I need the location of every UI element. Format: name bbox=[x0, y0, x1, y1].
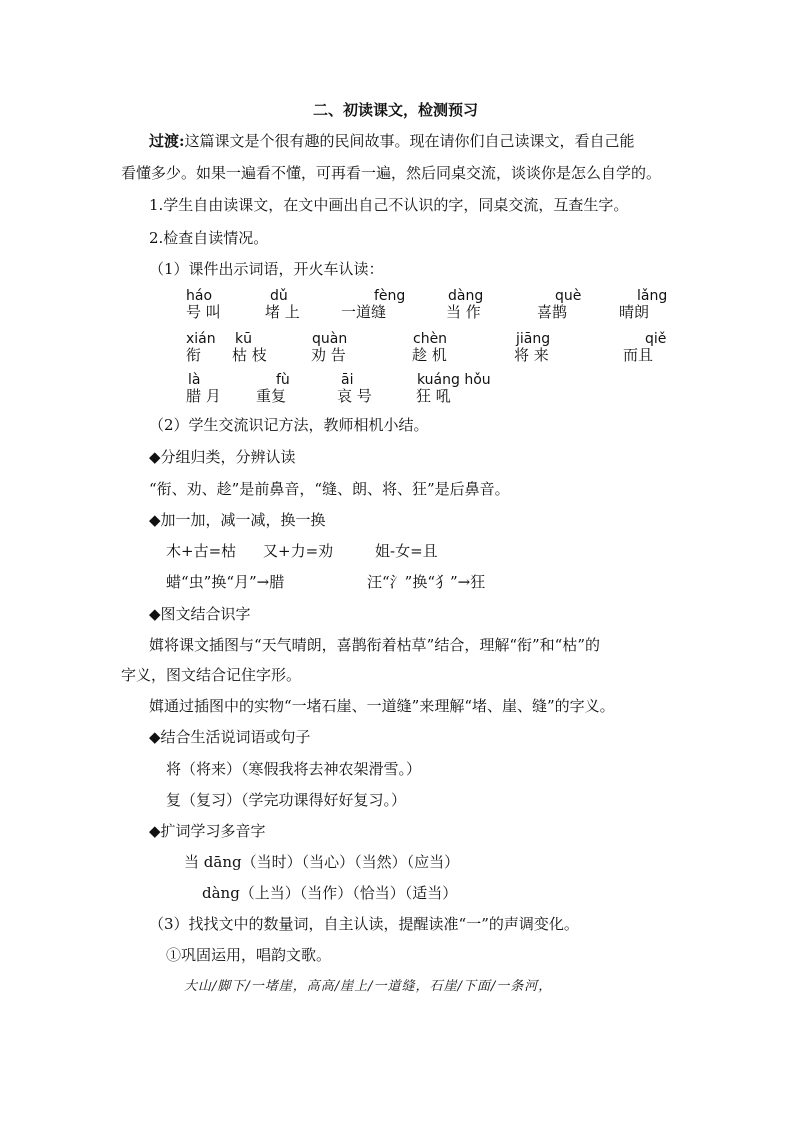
life-context-line-2: 复（复习）（学完功课得好好复习。） bbox=[166, 791, 407, 809]
sub-step-1: （1）课件出示词语，开火车认读： bbox=[149, 260, 384, 278]
pinyin: dàng bbox=[448, 288, 484, 304]
vocab-word: 晴朗 bbox=[619, 303, 650, 321]
formula: 蜡“虫”换“月”→腊 bbox=[166, 573, 285, 591]
bullet-polyphone: ◆扩词学习多音字 bbox=[149, 822, 266, 840]
step-2: 2.检查自读情况。 bbox=[149, 229, 269, 247]
vocab-word: 趁 机 bbox=[412, 346, 447, 364]
picture-text-line-3: 媶通过插图中的实物“一堵石崖、一道缝”来理解“堵、崖、缝”的字义。 bbox=[149, 697, 615, 715]
pinyin: là bbox=[188, 372, 201, 388]
transition-line-1 bbox=[149, 131, 635, 151]
pinyin: lǎng bbox=[637, 288, 668, 304]
pinyin: xián bbox=[186, 331, 216, 347]
pinyin: chèn bbox=[413, 331, 448, 347]
pinyin: kū bbox=[235, 331, 252, 347]
bullet-picture-text: ◆图文结合识字 bbox=[149, 605, 251, 623]
bullet-life-context: ◆结合生活说词语或句子 bbox=[149, 728, 311, 746]
pinyin: āi bbox=[341, 372, 354, 388]
formula: 汪“氵”换“犭”→狂 bbox=[367, 573, 486, 591]
vocab-word: 狂 吼 bbox=[416, 387, 451, 405]
bullet-add-subtract: ◆加一加，减一减，换一换 bbox=[149, 511, 326, 529]
step-1: 1.学生自由读课文，在文中画出自己不认识的字，同桌交流，互查生字。 bbox=[149, 196, 629, 214]
section-title: 二、初读课文，检测预习 bbox=[313, 101, 479, 119]
pinyin: fèng bbox=[374, 288, 406, 304]
formula: 木+古=枯 bbox=[166, 542, 237, 560]
polyphone-line-1: 当 dāng（当时）（当心）（当然）（应当） bbox=[184, 853, 460, 871]
vocab-word: 重复 bbox=[256, 387, 287, 405]
vocab-word: 将 来 bbox=[514, 346, 549, 364]
vocab-word: 枯 枝 bbox=[232, 346, 267, 364]
vocab-word: 号 叫 bbox=[186, 303, 221, 321]
transition-text-1: 这篇课文是个很有趣的民间故事。现在请你们自己读课文，看自己能 bbox=[184, 132, 635, 150]
transition-line-2: 看懂多少。如果一遍看不懂，可再看一遍，然后同桌交流，谈谈你是怎么自学的。 bbox=[121, 164, 662, 182]
picture-text-line-2: 字义，图文结合记住字形。 bbox=[121, 666, 302, 684]
vocab-word: 喜鹊 bbox=[537, 303, 568, 321]
vocab-word: 哀 号 bbox=[337, 387, 372, 405]
vocab-word: 衔 bbox=[186, 346, 202, 364]
pinyin: háo bbox=[186, 288, 213, 304]
pinyin: fù bbox=[276, 372, 290, 388]
pinyin: jiāng bbox=[516, 331, 551, 347]
sub-step-2: （2）学生交流识记方法，教师相机小结。 bbox=[149, 416, 429, 434]
pinyin: quàn bbox=[312, 331, 348, 347]
pinyin: dǔ bbox=[270, 288, 288, 304]
formula: 又+力=劝 bbox=[263, 542, 334, 560]
circle-step-1: ①巩固运用，唱韵文歌。 bbox=[166, 946, 332, 964]
pinyin: què bbox=[555, 288, 582, 304]
formula: 姐-女=且 bbox=[375, 542, 438, 560]
vocab-word: 一道缝 bbox=[341, 303, 387, 321]
vocab-word: 当 作 bbox=[446, 303, 481, 321]
transition-lead: 过渡: bbox=[149, 132, 185, 150]
polyphone-line-2: dàng（上当）（当作）（恰当）（适当） bbox=[202, 884, 458, 902]
pinyin: kuáng hǒu bbox=[417, 372, 491, 388]
nasal-sounds-note: “衔、劝、趁”是前鼻音，“缝、朗、将、狂”是后鼻音。 bbox=[149, 480, 510, 498]
picture-text-line-1: 媶将课文插图与“天气晴朗，喜鹊衔着枯草”结合，理解“衔”和“枯”的 bbox=[149, 636, 601, 654]
vocab-word: 而且 bbox=[623, 346, 654, 364]
bullet-group-classify: ◆分组归类，分辨认读 bbox=[149, 448, 296, 466]
vocab-word: 劝 告 bbox=[311, 346, 346, 364]
pinyin: qiě bbox=[645, 331, 667, 347]
rhyme-song: 大山/脚下/一堵崖，高高/崖上/一道缝，石崖/下面/一条河， bbox=[184, 979, 553, 994]
vocab-word: 腊 月 bbox=[186, 387, 221, 405]
sub-step-3: （3）找找文中的数量词，自主认读，提醒读准“一”的声调变化。 bbox=[149, 915, 579, 933]
vocab-word: 堵 上 bbox=[265, 303, 300, 321]
life-context-line-1: 将（将来）（寒假我将去神农架滑雪。） bbox=[166, 760, 422, 778]
